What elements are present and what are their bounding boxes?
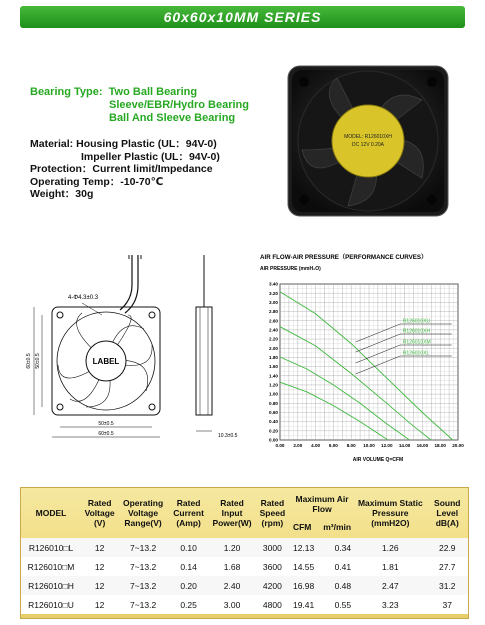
x-tick-label: 16.00	[416, 443, 429, 448]
th-current: Rated Current (Amp)	[173, 498, 204, 528]
cell-m3: 0.41	[334, 561, 352, 572]
cell-model: R126010□L	[28, 542, 74, 553]
cell-cfm: 19.41	[292, 599, 315, 610]
chart-x-label: AIR VOLUME Q=CFM	[352, 457, 404, 463]
y-tick-label: 3.20	[269, 290, 278, 296]
cell-cfm: 12.13	[292, 542, 315, 553]
material-impeller: Impeller Plastic (UL：94V-0)	[81, 150, 220, 163]
cell-current: 0.20	[180, 580, 197, 591]
protection-spec: Protection：Current limit/Impedance	[30, 163, 213, 175]
x-tick-label: 6.00	[328, 443, 338, 448]
y-tick-label: 2.60	[269, 318, 278, 324]
cell-voltage: 12	[94, 542, 105, 553]
x-tick-label: 0.00	[275, 443, 285, 448]
cell-noise: 31.2	[438, 580, 456, 591]
material-label: Material:	[30, 138, 74, 150]
chart-y-label: AIR PRESSURE (mmH₂O)	[260, 266, 321, 272]
th-model: MODEL	[35, 508, 67, 518]
th-airflow-title: Maximum Air Flow	[295, 494, 349, 514]
cell-range: 7~13.2	[129, 542, 157, 553]
cell-airflow	[290, 538, 354, 557]
cell-m3: 0.55	[334, 599, 352, 610]
y-tick-label: 2.80	[269, 309, 278, 315]
th-noise: Sound Level dB(A)	[434, 498, 461, 528]
legend-label: R126010XH	[402, 328, 431, 335]
cell-pressure: 1.81	[382, 561, 399, 572]
y-tick-label: 0.00	[269, 437, 278, 443]
dimension-drawing	[20, 255, 260, 450]
y-tick-label: 0.40	[269, 419, 278, 425]
cell-m3: 0.48	[334, 580, 352, 591]
cell-speed: 3000	[262, 542, 282, 553]
cell-speed: 4800	[262, 599, 282, 610]
legend-label: R126010XL	[402, 350, 430, 357]
y-tick-label: 3.40	[269, 281, 278, 287]
th-airflow	[290, 488, 354, 538]
spec-table-wrapper	[20, 487, 469, 619]
x-tick-label: 10.00	[363, 443, 375, 448]
table-row	[21, 595, 468, 614]
drawing-label-text: LABEL	[92, 357, 120, 366]
th-power: Rated Input Power(W)	[212, 498, 252, 528]
bearing-line-2: Sleeve/EBR/Hydro Bearing	[109, 99, 249, 111]
operating-temp-spec: Operating Temp：-10-70℃	[30, 175, 164, 188]
cell-airflow	[290, 557, 354, 576]
th-m3: m³/min	[323, 522, 352, 532]
x-tick-label: 18.00	[434, 443, 446, 448]
y-tick-label: 1.40	[269, 373, 278, 379]
cell-voltage: 12	[94, 580, 105, 591]
cell-model: R126010□M	[27, 561, 75, 572]
bearing-line-1: Two Ball Bearing	[108, 86, 198, 98]
photo-model-text: MODEL: R126010XH	[344, 134, 392, 140]
cell-model: R126010□U	[28, 599, 74, 610]
table-row	[21, 576, 468, 595]
legend-label: R126010XU	[402, 318, 431, 325]
photo-rating-text: DC 12V 0.20A	[352, 142, 384, 148]
y-tick-label: 2.20	[269, 336, 278, 342]
th-speed: Rated Speed (rpm)	[259, 498, 286, 528]
legend-label: R126010XM	[402, 339, 431, 346]
x-tick-label: 12.00	[381, 443, 393, 448]
cell-current: 0.25	[180, 599, 197, 610]
cell-noise: 27.7	[438, 561, 456, 572]
y-tick-label: 1.00	[269, 391, 278, 397]
height-dim-outer: 60±0.5	[26, 353, 32, 369]
y-tick-label: 1.60	[269, 364, 278, 370]
thickness-dim: 10.3±0.5	[218, 433, 238, 439]
y-tick-label: 1.80	[269, 355, 278, 361]
y-tick-label: 0.60	[269, 410, 278, 416]
cell-power: 3.00	[223, 599, 241, 610]
y-tick-label: 2.00	[269, 345, 278, 351]
cell-m3: 0.34	[334, 542, 352, 553]
cell-range: 7~13.2	[129, 561, 157, 572]
cell-cfm: 14.55	[292, 561, 315, 572]
y-tick-label: 0.80	[269, 400, 278, 406]
th-pressure: Maximum Static Pressure (mmH2O)	[357, 498, 423, 528]
performance-chart	[258, 252, 473, 464]
x-tick-label: 14.00	[398, 443, 411, 448]
th-cfm: CFM	[292, 522, 312, 532]
x-tick-label: 2.00	[293, 443, 303, 448]
bearing-type-block	[30, 86, 249, 125]
spec-table	[21, 488, 468, 614]
width-dim-inner: 50±0.5	[98, 421, 114, 427]
cell-power: 1.20	[223, 542, 241, 553]
fan-photo	[282, 60, 457, 220]
cell-range: 7~13.2	[129, 580, 157, 591]
cell-noise: 22.9	[438, 542, 456, 553]
cell-power: 1.68	[223, 561, 241, 572]
cell-airflow	[290, 576, 354, 595]
y-tick-label: 2.40	[269, 327, 278, 333]
spec-list	[30, 138, 220, 201]
cell-range: 7~13.2	[129, 599, 157, 610]
weight-spec: Weight：30g	[30, 188, 94, 200]
table-row	[21, 538, 468, 557]
series-banner: 60x60x10MM SERIES	[20, 6, 465, 28]
y-tick-label: 0.20	[269, 428, 278, 434]
x-tick-label: 4.00	[311, 443, 321, 448]
material-housing: Housing Plastic (UL：94V-0)	[76, 138, 217, 150]
cell-power: 2.40	[223, 580, 241, 591]
cell-pressure: 1.26	[382, 542, 399, 553]
x-tick-label: 20.00	[452, 443, 464, 448]
width-dim-outer: 60±0.5	[98, 431, 114, 437]
x-tick-label: 8.00	[346, 443, 356, 448]
y-tick-label: 1.20	[269, 382, 278, 388]
cell-model: R126010□H	[28, 580, 74, 591]
cell-speed: 3600	[262, 561, 282, 572]
cell-current: 0.14	[180, 561, 197, 572]
chart-title: AIR FLOW-AIR PRESSURE（PERFORMANCE CURVES）	[260, 254, 428, 261]
hole-note: 4-Φ4.3±0.3	[68, 295, 99, 301]
cell-voltage: 12	[94, 599, 105, 610]
cell-speed: 4200	[262, 580, 282, 591]
th-voltage: Rated Voltage (V)	[84, 498, 115, 528]
height-dim-inner: 50±0.5	[35, 353, 41, 369]
cell-pressure: 2.47	[382, 580, 399, 591]
cell-voltage: 12	[94, 561, 105, 572]
cell-airflow	[290, 595, 354, 614]
y-tick-label: 3.00	[269, 299, 278, 305]
bearing-label: Bearing Type:	[30, 86, 103, 98]
cell-current: 0.10	[180, 542, 197, 553]
cell-pressure: 3.23	[382, 599, 399, 610]
cell-cfm: 16.98	[292, 580, 315, 591]
cell-noise: 37	[442, 599, 452, 610]
bearing-line-3: Ball And Sleeve Bearing	[109, 112, 236, 124]
table-row	[21, 557, 468, 576]
th-op-voltage: Operating Voltage Range(V)	[123, 498, 164, 528]
